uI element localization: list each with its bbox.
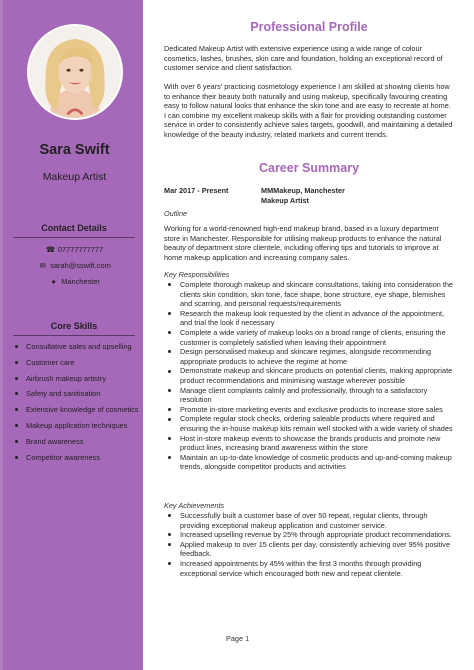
profile-heading: Professional Profile <box>250 20 368 34</box>
profile-paragraph: Dedicated Makeup Artist with extensive experience using a wide range of colour cosmetics, lashes, brushes, skin care and foundation, holding an exceptional record of customer service and client satisfaction. <box>164 44 443 73</box>
skills-list <box>14 342 139 468</box>
responsibility-item: Maintain an up-to-date knowledge of cosmetic products and up-and-coming makeup trends, alongside competitor products and activities <box>164 453 456 472</box>
responsibility-item: Design personalised makeup and skincare regimes, alongside recommending appropriate products to achieve the regime at home <box>164 347 456 366</box>
profile-photo <box>27 24 123 120</box>
outline-label: Outline <box>164 209 188 218</box>
responsibility-item: Host in-store makeup events to showcase the brands products and promote new product lines, increasing brand awareness within the store <box>164 434 456 453</box>
skill-item: Airbrush makeup artistry <box>14 374 139 384</box>
email-icon: ✉ <box>39 261 46 270</box>
job-outline: Working for a world-renowned high-end makeup brand, based in a luxury department store in Manchester. Responsible for utilising makeup products to enhance the natural beauty of department store clientele, including offering tips and tutorials to improve at home makeup application and increasing company sales. <box>164 224 442 262</box>
email-text: sarah@sswift.com <box>50 261 111 270</box>
contact-heading: Contact Details <box>13 223 135 238</box>
skill-item: Extensive knowledge of cosmetics <box>14 405 139 415</box>
contact-location <box>3 277 146 286</box>
achievements-list <box>164 511 456 578</box>
responsibilities-label: Key Responsibilities <box>164 270 230 279</box>
page-number: Page 1 <box>226 634 250 643</box>
skill-item: Makeup application techniques <box>14 421 139 431</box>
skill-item: Customer care <box>14 358 139 368</box>
contact-phone <box>3 245 146 254</box>
achievements-label: Key Achievements <box>164 501 225 510</box>
location-text: Manchester <box>61 277 100 286</box>
achievement-item: Increased appointments by 45% within the first 3 months through providing exceptional service which encouraged both new and repeat clientele. <box>164 559 456 578</box>
achievement-item: Increased upselling revenue by 25% through appropriate product recommendations. <box>164 530 456 540</box>
person-title: Makeup Artist <box>42 171 107 183</box>
responsibility-item: Promote in-store marketing events and exclusive products to increase store sales <box>164 405 456 415</box>
skill-item: Brand awareness <box>14 437 139 447</box>
job-position: Makeup Artist <box>261 195 309 205</box>
achievement-item: Successfully built a customer base of over 50 repeat, regular clients, through providing exceptional makeup application and customer service. <box>164 511 456 530</box>
responsibility-item: Complete thorough makeup and skincare consultations, taking into consideration the clients skin condition, skin tone, face shape, bone structure, eye shape, blemishes and scarring, and personal requests/requirements <box>164 280 456 309</box>
job-dates: Mar 2017 - Present <box>164 186 229 195</box>
responsibility-item: Manage client complaints calmly and professionally, through to a satisfactory resolution <box>164 386 456 405</box>
contact-email <box>3 261 146 270</box>
skill-item: Safety and sanitisation <box>14 389 139 399</box>
skill-item: Consultative sales and upselling <box>14 342 139 352</box>
responsibilities-list <box>164 280 456 472</box>
career-heading: Career Summary <box>258 161 360 175</box>
responsibility-item: Research the makeup look requested by the client in advance of the appointment, and trial the look if necessary <box>164 309 456 328</box>
employer-name: MMMakeup, Manchester <box>261 186 345 195</box>
job-employer <box>261 186 451 205</box>
phone-text: 07777777777 <box>57 245 104 254</box>
location-icon: ● <box>51 277 56 286</box>
profile-paragraph: With over 6 years' practicing cosmetology experience I am skilled at showing clients how to enhance their beauty both naturally and using makeup, specifically favouring creating easy to follow natural looks that enhance the skin tone and are easy to recreate at home. I can combine my excellent makeup skills with a flair for providing outstanding customer service in order to consistently achieve sales targets, goodwill, and maintaining a detailed knowledge of the beauty industry, related markets and current trends. <box>164 82 453 139</box>
responsibility-item: Demonstrate makeup and skincare products on potential clients, making appropriate product recommendations and minimising wastage wherever possible <box>164 366 456 385</box>
skills-heading: Core Skills <box>13 321 135 336</box>
person-name: Sara Swift <box>39 142 110 158</box>
phone-icon: ☎ <box>45 245 56 254</box>
sidebar <box>0 0 143 670</box>
skill-item: Competitor awareness <box>14 453 139 463</box>
responsibility-item: Complete regular stock checks, ordering saleable products where required and ensuring the in-house makeup kits remain well stocked with a wide variety of shades <box>164 414 456 433</box>
achievement-item: Applied makeup to over 15 clients per day, consistently achieving over 95% positive feedback. <box>164 540 456 559</box>
portrait-image <box>29 26 121 118</box>
responsibility-item: Complete a wide variety of makeup looks on a broad range of clients, ensuring the customer is completely satisfied when leaving their appointment <box>164 328 456 347</box>
